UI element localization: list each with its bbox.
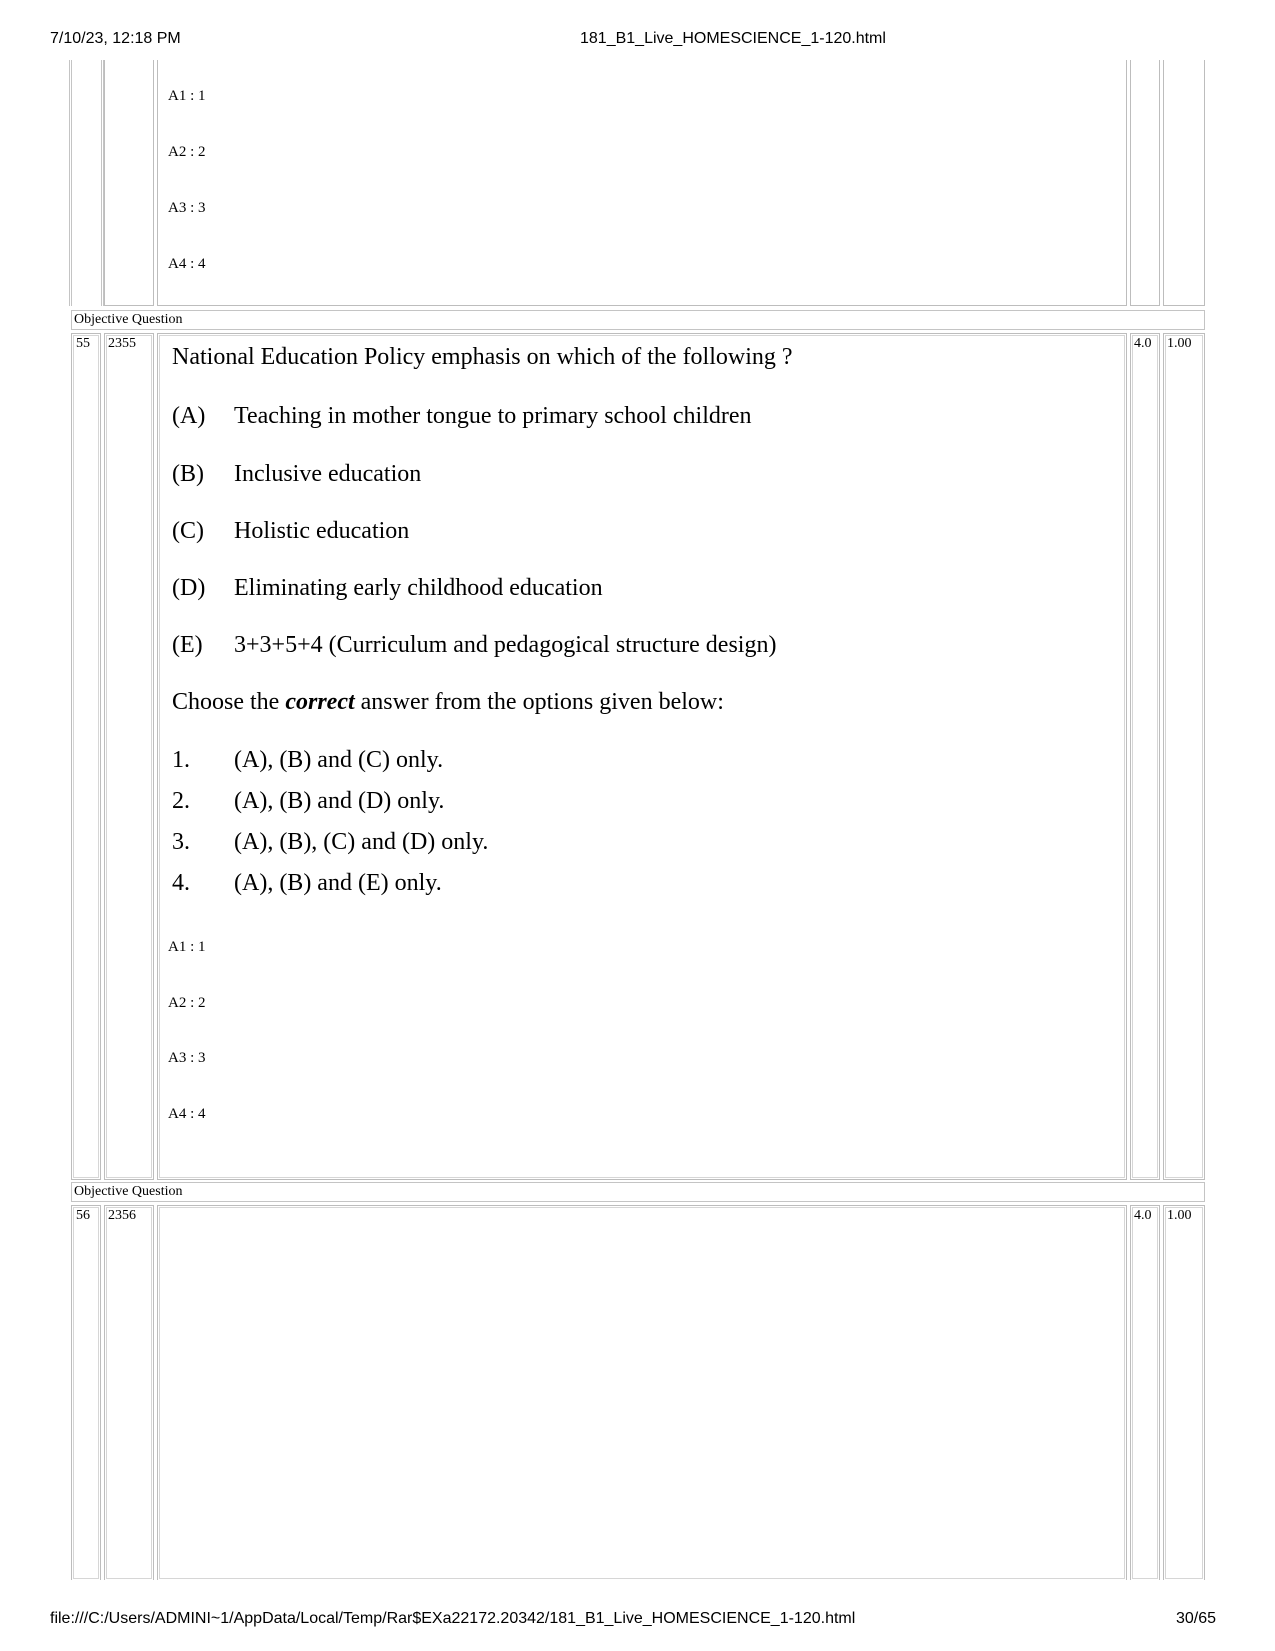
answer-option: A4 : 4 <box>168 1106 206 1122</box>
option-item <box>172 829 488 856</box>
id-cell-cont <box>104 60 154 306</box>
negative-marks-cell <box>1163 333 1205 1180</box>
statement-text: 3+3+5+4 (Curriculum and pedagogical structure design) <box>234 632 777 658</box>
section-label: Objective Question <box>71 1182 1205 1202</box>
instruction-text <box>172 689 724 716</box>
print-title: 181_B1_Live_HOMESCIENCE_1-120.html <box>580 30 886 47</box>
option-text: (A), (B) and (E) only. <box>234 870 442 896</box>
statement-text: Eliminating early childhood education <box>234 575 603 601</box>
question-text: National Education Policy emphasis on which of the following ? <box>172 344 793 370</box>
question-cell-cont <box>157 60 1127 306</box>
print-datetime: 7/10/23, 12:18 PM <box>50 30 181 47</box>
statement-label: (C) <box>172 518 204 544</box>
answer-option: A3 : 3 <box>168 1050 206 1066</box>
statement-item <box>172 403 752 430</box>
option-item <box>172 747 443 774</box>
question-number: 56 <box>76 1208 90 1223</box>
option-text: (A), (B), (C) and (D) only. <box>234 829 489 855</box>
instruction-emphasis: correct <box>285 689 355 715</box>
neg-cell-cont <box>1163 60 1205 306</box>
option-item <box>172 788 444 815</box>
question-number: 55 <box>76 336 90 351</box>
marks-cell-cont <box>1130 60 1160 306</box>
option-label: 1. <box>172 747 190 773</box>
statement-label: (D) <box>172 575 206 601</box>
option-text: (A), (B) and (D) only. <box>234 788 445 814</box>
instruction-before: Choose the <box>172 689 286 715</box>
marks-cell <box>1130 333 1160 1180</box>
negative-marks-value: 1.00 <box>1167 336 1192 351</box>
question-id: 2356 <box>108 1208 136 1223</box>
statement-label: (B) <box>172 461 204 487</box>
statement-item <box>172 575 603 602</box>
statement-item <box>172 461 421 488</box>
marks-cell <box>1130 1205 1160 1580</box>
option-label: 3. <box>172 829 190 855</box>
question-id-cell <box>104 1205 154 1580</box>
statement-text: Holistic education <box>234 518 410 544</box>
answer-option: A1 : 1 <box>168 939 206 955</box>
marks-value: 4.0 <box>1134 1208 1152 1223</box>
answer-option: A2 : 2 <box>168 995 206 1011</box>
statement-item <box>172 632 776 659</box>
section-label: Objective Question <box>71 310 1205 330</box>
statement-text: Teaching in mother tongue to primary school children <box>234 403 752 429</box>
instruction-after: answer from the options given below: <box>354 689 724 715</box>
question-id-cell <box>104 333 154 1180</box>
negative-marks-cell <box>1163 1205 1205 1580</box>
question-number-cell <box>71 333 101 1180</box>
option-item <box>172 870 442 897</box>
question-number-cell <box>71 1205 101 1580</box>
option-label: 4. <box>172 870 190 896</box>
answer-option: A1 : 1 <box>168 88 206 104</box>
statement-label: (A) <box>172 403 206 429</box>
file-path: file:///C:/Users/ADMINI~1/AppData/Local/Temp/Rar$EXa22172.20342/181_B1_Live_HOMESCIENCE_1-120.html <box>50 1610 856 1627</box>
question-id: 2355 <box>108 336 136 351</box>
col-border <box>69 60 72 306</box>
answer-option: A4 : 4 <box>168 256 206 272</box>
option-label: 2. <box>172 788 190 814</box>
answer-option: A3 : 3 <box>168 200 206 216</box>
question-body-cell <box>157 1205 1127 1580</box>
statement-item <box>172 518 409 545</box>
statement-label: (E) <box>172 632 203 658</box>
statement-text: Inclusive education <box>234 461 422 487</box>
negative-marks-value: 1.00 <box>1167 1208 1192 1223</box>
option-text: (A), (B) and (C) only. <box>234 747 444 773</box>
answer-option: A2 : 2 <box>168 144 206 160</box>
marks-value: 4.0 <box>1134 336 1152 351</box>
page-number: 30/65 <box>1176 1610 1217 1627</box>
